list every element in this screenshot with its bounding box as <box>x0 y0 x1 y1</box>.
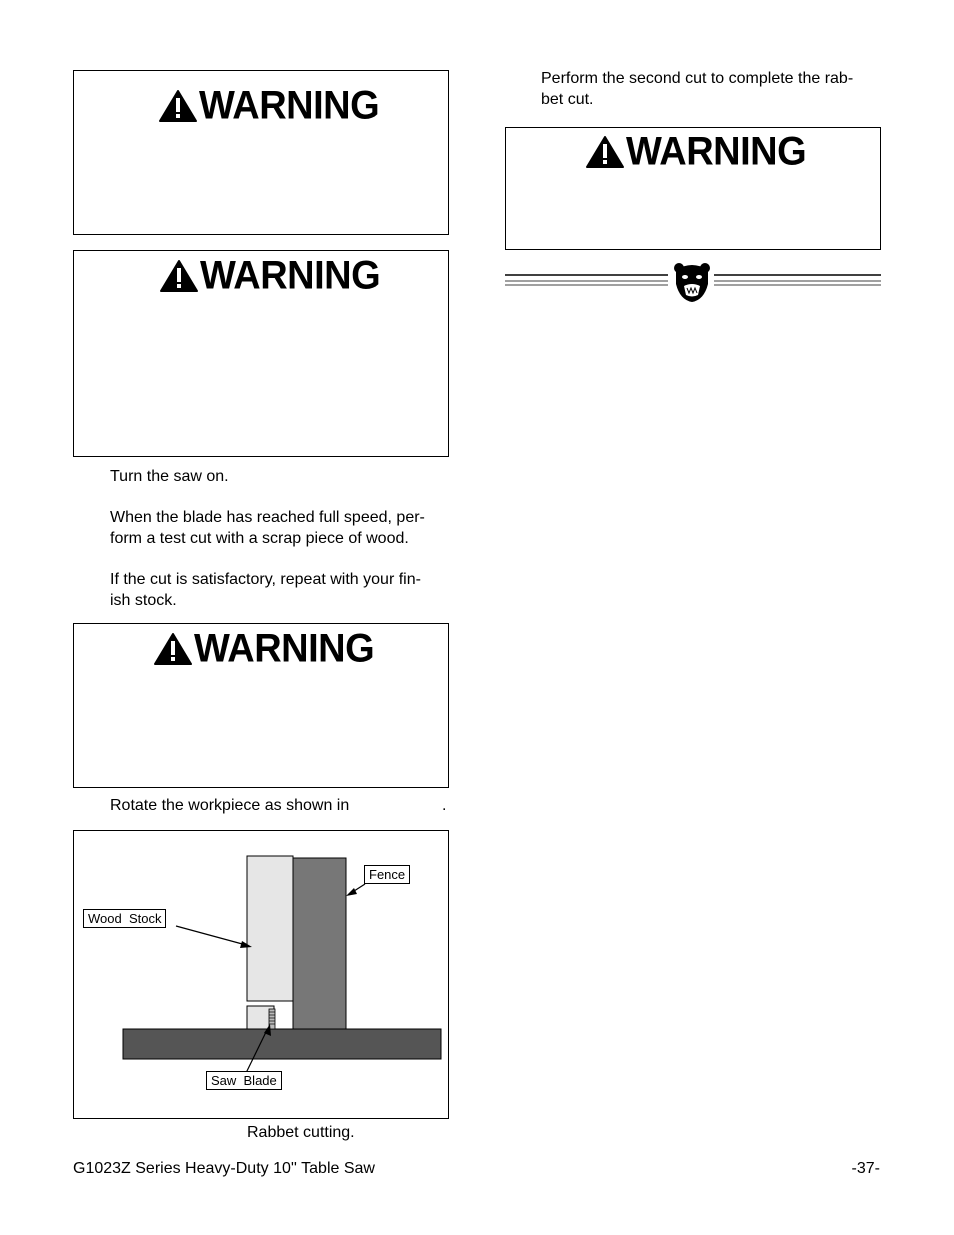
footer-title: G1023Z Series Heavy-Duty 10'' Table Saw <box>73 1160 375 1177</box>
warning-header <box>153 626 375 672</box>
footer-page-number: -37- <box>851 1160 880 1177</box>
step-turn-on: Turn the saw on. <box>110 468 229 485</box>
warning-triangle-icon <box>158 89 198 123</box>
step-finish-stock: If the cut is satisfactory, repeat with your fin- ish stock. <box>110 571 421 609</box>
section-divider <box>505 262 881 304</box>
fence-label: Fence <box>364 865 410 884</box>
warning-word: WARNING <box>626 129 807 175</box>
warning-header <box>158 83 380 129</box>
step-rotate-period: . <box>442 797 447 814</box>
warning-header <box>585 129 807 175</box>
warning-box-2 <box>73 250 449 457</box>
warning-box-3 <box>73 623 449 788</box>
warning-triangle-icon <box>159 259 199 293</box>
warning-header <box>159 253 381 299</box>
figure-caption: Rabbet cutting. <box>247 1124 355 1141</box>
step-test-cut: When the blade has reached full speed, per- form a test cut with a scrap piece of wood. <box>110 509 425 547</box>
fence <box>293 858 346 1029</box>
wood-stock-arrow <box>176 926 246 945</box>
saw-table <box>123 1029 441 1059</box>
bear-logo-icon <box>672 262 712 304</box>
warning-word: WARNING <box>200 253 381 299</box>
rabbet-figure <box>73 830 449 1119</box>
step-rotate: Rotate the workpiece as shown in <box>110 797 350 814</box>
wood-stock-label: Wood Stock <box>83 909 166 928</box>
warning-triangle-icon <box>153 632 193 666</box>
step-second-cut: Perform the second cut to complete the rab- bet cut. <box>541 70 854 108</box>
warning-word: WARNING <box>194 626 375 672</box>
wood-stock <box>247 856 293 1001</box>
saw-blade-label: Saw Blade <box>206 1071 282 1090</box>
warning-word: WARNING <box>199 83 380 129</box>
warning-box-4 <box>505 127 881 250</box>
warning-box-1 <box>73 70 449 235</box>
warning-triangle-icon <box>585 135 625 169</box>
